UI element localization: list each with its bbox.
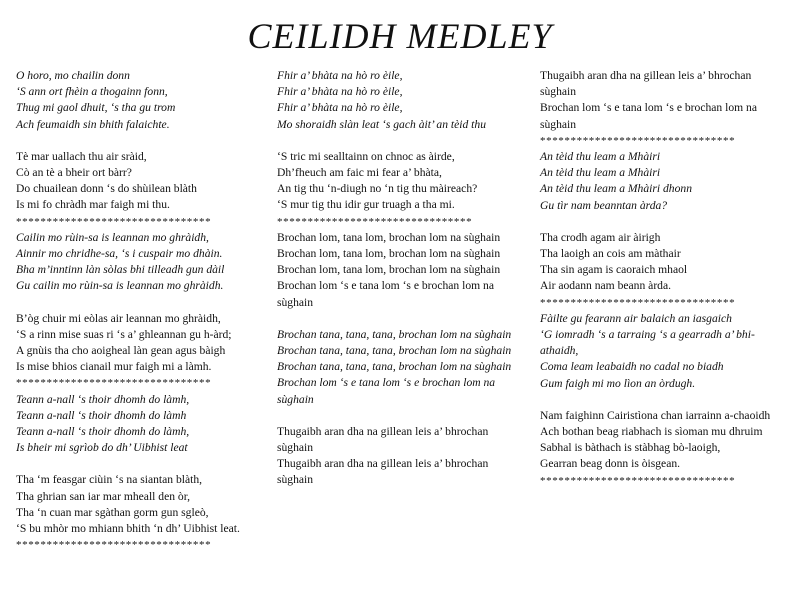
verse-line: Brochan lom, tana lom, brochan lom na sùghain [277, 263, 501, 277]
verse-line: Thugaibh aran dha na gillean leis a’ bhrochan sùghain [540, 69, 752, 99]
verse-line: Fhir a’ bhàta na hò ro èile, [277, 85, 403, 99]
verse-line: ‘S bu mhòr mo mhiann bhith ‘n dh’ Uibhist leat. [16, 522, 240, 536]
verse-line: Gearran beag donn is òisgean. [540, 457, 681, 471]
verse-line: Brochan lom ‘s e tana lom ‘s e brochan lom na sùghain [277, 279, 494, 309]
stanza-verse [540, 68, 790, 133]
verse-line: Cò an tè a bheir ort bàrr? [16, 166, 132, 180]
verse-line: Tha crodh agam air àirigh [540, 230, 661, 244]
stanza-gap [277, 408, 527, 424]
verse-line: Gu tìr nam beanntan àrda? [540, 198, 668, 212]
verse-line: Brochan tana, tana, tana, brochan lom na sùghain [277, 360, 512, 374]
verse-line: Sabhal is bàthach is stàbhag bò-laoigh, [540, 441, 721, 455]
verse-line: Tha sin agam is caoraich mhaol [540, 263, 688, 277]
chorus-verse [277, 327, 527, 408]
verse-line: Is bheir mi sgrìob do dh’ Uibhist leat [16, 441, 188, 455]
verse-line: Ainnir mo chridhe-sa, ‘s i cuspair mo dhàin. [16, 247, 223, 261]
verse-line: Fàilte gu fearann air balaich an iasgaich [540, 311, 732, 325]
verse-line: ‘S mur tig thu idir gur truagh a tha mi. [277, 198, 455, 212]
stanza-verse [16, 311, 264, 376]
verse-line: An tèid thu leam a Mhàiri dhonn [540, 182, 692, 196]
stanza-verse [16, 149, 264, 214]
stanza-verse [16, 472, 264, 537]
divider: ******************************** [540, 296, 736, 309]
column-3 [540, 68, 790, 489]
verse-line: ‘S tric mi sealltainn on chnoc as àirde, [277, 149, 455, 163]
verse-line: Teann a-nall ‘s thoir dhomh do làmh, [16, 392, 190, 406]
verse-line: O horo, mo chailin donn [16, 69, 130, 82]
verse-line: Brochan lom ‘s e tana lom ‘s e brochan lom na sùghain [277, 376, 496, 406]
verse-line: ‘S ann ort fhèin a thogainn fonn, [16, 85, 168, 99]
column-2 [277, 68, 527, 489]
chorus-verse [540, 149, 790, 214]
verse-line: Is mi fo chràdh mar faigh mi thu. [16, 198, 170, 212]
stanza-gap [540, 214, 790, 230]
stanza-verse [277, 424, 527, 489]
stanza-verse [277, 149, 527, 214]
verse-line: Do chuailean donn ‘s do shùilean blàth [16, 182, 197, 196]
verse-line: Coma leam leabaidh no cadal no biadh [540, 360, 724, 374]
verse-line: Ach feumaidh sin bhith falaichte. [16, 117, 170, 131]
chorus-verse [540, 311, 790, 392]
divider: ******************************** [540, 134, 736, 147]
verse-line: ‘S a rinn mise suas ri ‘s a’ ghleannan gu h-àrd; [16, 327, 232, 341]
verse-line: Ach bothan beag riabhach is sìoman mu dhruim [540, 425, 763, 439]
divider: ******************************** [16, 215, 212, 228]
stanza-verse [540, 408, 790, 473]
stanza-gap [277, 133, 527, 149]
stanza-gap [16, 295, 264, 311]
verse-line: Fhir a’ bhàta na hò ro èile, [277, 69, 403, 82]
verse-line: Brochan lom, tana lom, brochan lom na sùghain [277, 230, 501, 244]
verse-line: Cailin mo rùin-sa is leannan mo ghràidh, [16, 230, 209, 244]
page-title: CEILIDH MEDLEY [247, 16, 553, 56]
verse-line: Tha ‘m feasgar ciùin ‘s na siantan blàth, [16, 473, 203, 487]
chorus-verse [277, 68, 527, 133]
verse-line: Mo shoraidh slàn leat ‘s gach àit’ an tèid thu [277, 117, 486, 131]
stanza-gap [540, 392, 790, 408]
verse-line: Is mise bhios cianail mur faigh mi a làmh. [16, 360, 212, 374]
verse-line: B’òg chuir mi eòlas air leannan mo ghràidh, [16, 311, 221, 325]
verse-line: Brochan tana, tana, tana, brochan lom na sùghain [277, 327, 512, 341]
chorus-verse [16, 68, 264, 133]
chorus-verse [16, 230, 264, 295]
divider: ******************************** [277, 215, 473, 228]
verse-line: Brochan lom, tana lom, brochan lom na sùghain [277, 247, 501, 261]
divider: ******************************** [16, 539, 212, 552]
verse-line: Tha laoigh an cois am màthair [540, 247, 681, 261]
column-1 [16, 68, 264, 553]
verse-line: Gu cailin mo rùin-sa is leannan mo ghràidh. [16, 279, 224, 293]
stanza-gap [16, 456, 264, 472]
chorus-verse [16, 392, 264, 457]
verse-line: Fhir a’ bhàta na hò ro èile, [277, 101, 403, 115]
verse-line: ‘G iomradh ‘s a tarraing ‘s a gearradh a’ bhi-athaidh, [540, 328, 755, 358]
stanza-gap [16, 133, 264, 149]
divider: ******************************** [16, 377, 212, 390]
verse-line: Dh’fheuch am faic mi fear a’ bhàta, [277, 166, 442, 180]
verse-line: Bha m’inntinn làn sòlas bhi tilleadh gun dàil [16, 263, 225, 277]
verse-line: Teann a-nall ‘s thoir dhomh do làmh, [16, 425, 190, 439]
verse-line: Nam faighinn Cairistìona chan iarrainn a-chaoidh [540, 408, 771, 422]
verse-line: An tig thu ‘n-diugh no ‘n tig thu màireach? [277, 182, 478, 196]
verse-line: Tha ‘n cuan mar sgàthan gorm gun sgleò, [16, 505, 209, 519]
verse-line: Thugaibh aran dha na gillean leis a’ bhrochan sùghain [277, 457, 489, 487]
verse-line: Thugaibh aran dha na gillean leis a’ bhrochan sùghain [277, 424, 489, 455]
verse-line: Thug mi gaol dhuit, ‘s tha gu trom [16, 101, 176, 115]
stanza-verse [540, 230, 790, 295]
verse-line: Teann a-nall ‘s thoir dhomh do làmh [16, 408, 187, 422]
verse-line: Tha ghrian san iar mar mheall den òr, [16, 489, 191, 503]
divider: ******************************** [540, 474, 736, 487]
verse-line: Brochan tana, tana, tana, brochan lom na sùghain [277, 344, 512, 358]
verse-line: An tèid thu leam a Mhàiri [540, 150, 661, 164]
stanza-verse [277, 230, 527, 311]
verse-line: Gum faigh mi mo lìon an òrdugh. [540, 376, 696, 390]
verse-line: An tèid thu leam a Mhàiri [540, 166, 661, 180]
stanza-gap [277, 311, 527, 327]
verse-line: Brochan lom ‘s e tana lom ‘s e brochan lom na sùghain [540, 101, 757, 131]
verse-line: A gnùis tha cho aoigheal làn gean agus bàigh [16, 344, 226, 358]
verse-line: Tè mar uallach thu air sràid, [16, 149, 147, 163]
verse-line: Air aodann nam beann àrda. [540, 279, 672, 293]
